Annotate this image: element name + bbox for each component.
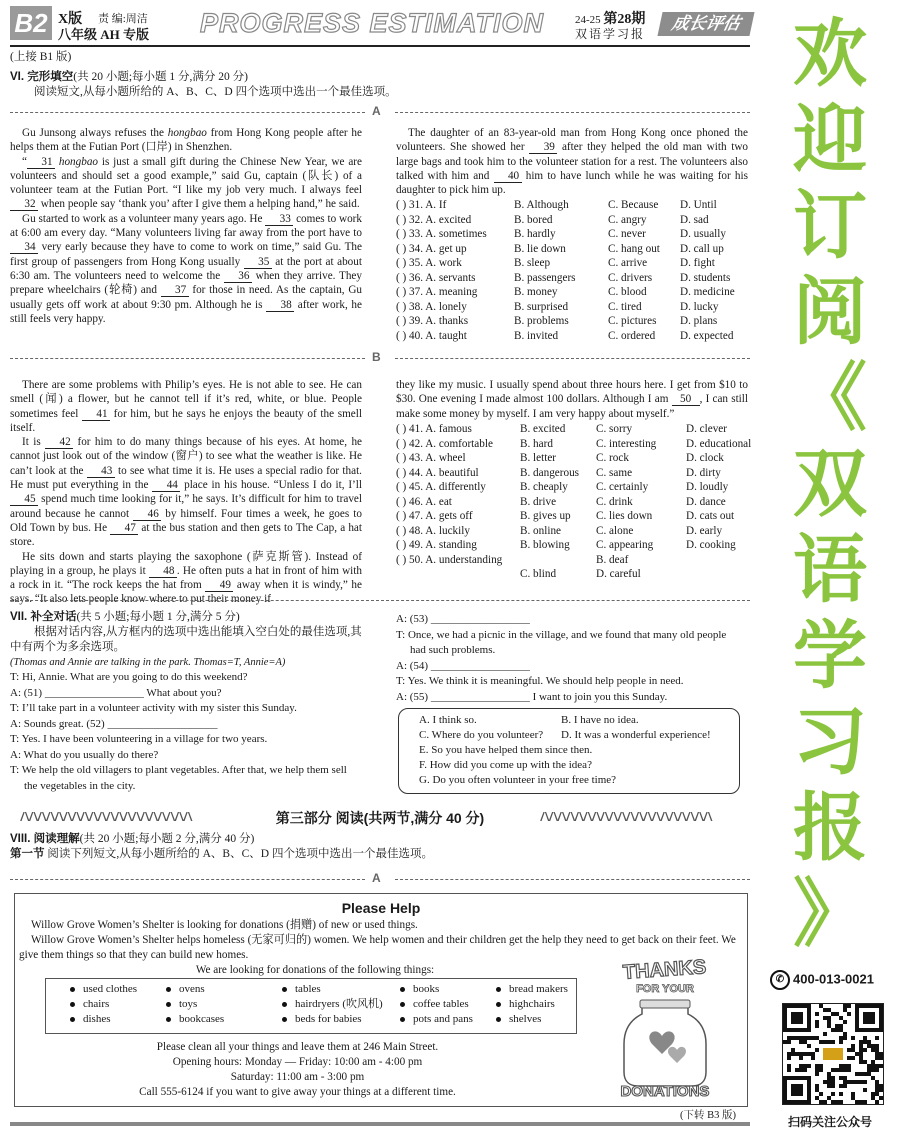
dialogue-choices-box <box>398 708 740 794</box>
option-row <box>396 300 750 315</box>
option-cell: ( ) 44. A. beautiful <box>396 466 479 479</box>
bullet-icon <box>70 1002 75 1007</box>
text-run: they like my music. I usually spend about three hours here. I get from $10 to $30. One evening I made almost 100 dollars. Although I am <box>396 379 748 406</box>
dialogue-line: A: (55) __________________ I want to join you this Sunday. <box>396 690 668 703</box>
option-cell: B. excited <box>520 423 566 435</box>
donation-item <box>282 1012 362 1027</box>
dialogue-line: A: (54) __________________ <box>396 659 530 672</box>
option-cell: B. sleep <box>514 257 551 269</box>
option-cell: C. blind <box>520 568 557 580</box>
dialogue-line: T: Hi, Annie. What are you going to do this weekend? <box>10 671 248 683</box>
continued-from: (上接 B1 版) <box>10 51 72 63</box>
bullet-icon <box>400 1002 405 1007</box>
scan-label: 扫码关注公众号 <box>787 1115 872 1129</box>
option-cell <box>396 567 520 582</box>
dialogue-right <box>396 612 751 705</box>
option-cell: C. angry <box>608 213 647 226</box>
editor-label: 责 编:周洁 <box>98 13 148 25</box>
text-run: at the port at about 6:30 am. The volunteers need to welcome the <box>10 255 362 282</box>
blank-34: 34 <box>10 241 38 254</box>
passage-a-left <box>10 126 362 326</box>
notice-title: Please Help <box>341 900 421 916</box>
text-run: for him, but he says he enjoys the beauty of the smell itself. <box>10 407 362 434</box>
option-row <box>396 451 750 466</box>
dialogue-line: A: Sounds great. (52) ____________________ <box>10 717 218 730</box>
text-run: comes to work at 6:00 am every day. “Many volunteers living far away from the port have to <box>10 212 362 240</box>
bullet-icon <box>166 1002 171 1007</box>
blank-39: 39 <box>529 141 557 154</box>
option-row <box>396 567 750 582</box>
blank-47: 47 <box>110 522 138 535</box>
option-cell: ( ) 39. A. thanks <box>396 315 469 327</box>
option-cell: D. expected <box>680 329 734 342</box>
text-run: Gu started to work as a volunteer many years ago. He <box>22 212 266 225</box>
text-run: place in his house. “Unless I do it, I’ll <box>180 479 362 492</box>
blank-44: 44 <box>152 479 180 492</box>
text-run: him to have lunch while he was waiting for his daughter to pick him up. <box>396 169 748 197</box>
option-cell: B. invited <box>514 329 559 342</box>
dialogue-line: A: What do you usually do there? <box>10 748 159 761</box>
dialogue-line: T: I’ll take part in a volunteer activity with my sister this Sunday. <box>10 702 297 714</box>
bullet-icon <box>282 1017 287 1022</box>
blank-35: 35 <box>244 256 272 269</box>
ad-char: 》 <box>793 871 867 957</box>
donation-item-label: highchairs <box>509 998 555 1010</box>
option-cell <box>686 567 750 582</box>
blank-49: 49 <box>205 579 233 592</box>
page-badge: B2 <box>10 6 52 40</box>
bullet-icon <box>70 987 75 992</box>
notice-p1: Willow Grove Women’s Shelter is looking for donations (捐赠) of new or used things. <box>31 919 418 931</box>
divider-a2: A <box>10 873 750 885</box>
option-cell: ( ) 46. A. eat <box>396 495 452 508</box>
donation-item <box>400 1012 473 1027</box>
text-run: is just a small gift during the Chinese New Year, we are volunteers and should set a good example,” said Gu, captain (队长) of a volunteer team at the Futian Port. “I like my job very much. I always feel <box>10 155 362 197</box>
blank-43: 43 <box>87 465 115 478</box>
text-run: to see what time it is. He uses a special radio for that. He must put everything in the <box>10 464 362 492</box>
donation-item <box>400 997 469 1012</box>
option-cell: ( ) 49. A. standing <box>396 539 477 551</box>
bullet-icon <box>400 987 405 992</box>
option-cell: D. loudly <box>686 481 729 493</box>
notice-p2: Willow Grove Women’s Shelter helps homeless (无家可归的) women. We help women and their children get the help they need to get back on their feet. We give them things so that they can build new homes. <box>19 934 736 961</box>
option-cell: C. arrive <box>608 257 648 269</box>
option-row <box>396 242 750 257</box>
option-cell: B. bored <box>514 213 553 226</box>
dialogue-left <box>10 670 365 794</box>
dialogue-line: T: Yes. I have been volunteering in a village for two years. <box>10 733 268 745</box>
choice-b: B. I have no idea. <box>561 714 639 726</box>
option-cell: B. online <box>520 524 562 537</box>
option-cell: D. call up <box>680 242 724 255</box>
options-a <box>396 198 750 343</box>
donation-item <box>282 982 321 997</box>
paragraph <box>396 126 748 197</box>
option-row <box>396 437 750 452</box>
option-cell: C. same <box>596 466 633 479</box>
paragraph <box>10 378 362 435</box>
text-run: There are some problems with Philip’s eyes. He is not able to see. He can smell (闻) a flower, but he cannot tell if it’s red, white, or blue. People sometimes feel <box>10 379 362 420</box>
ad-char: 学 <box>793 613 867 699</box>
ad-char: 订 <box>793 183 867 269</box>
option-cell <box>520 553 596 568</box>
donation-item-label: bread makers <box>509 983 568 995</box>
choice-f: F. How did you come up with the idea? <box>419 759 592 771</box>
donation-item <box>166 982 205 997</box>
text-run: “ <box>22 155 27 168</box>
ad-phone: ✆ 400-013-0021 <box>770 970 874 990</box>
donation-item <box>496 982 568 997</box>
option-cell: D. sad <box>680 213 709 226</box>
blank-38: 38 <box>266 299 294 312</box>
paragraph <box>10 126 362 155</box>
passage-a-right <box>396 126 748 197</box>
dialogue-line: the vegetables in the city. <box>24 779 136 792</box>
text-run: from Hong Kong people after he helps them at the Futian Port (口岸) in Shenzhen. <box>10 127 362 154</box>
option-cell: D. educational <box>686 437 752 450</box>
passage-b-right <box>396 378 748 421</box>
option-cell: C. rock <box>596 452 629 464</box>
text-run: after work, he still feels very happy. <box>10 298 362 325</box>
donation-item-label: toys <box>179 998 198 1010</box>
bullet-icon <box>166 1017 171 1022</box>
donation-item-label: books <box>413 983 440 995</box>
option-cell: C. interesting <box>596 437 657 450</box>
dialogue-line: T: Yes. We think it is meaningful. We should help people in need. <box>396 675 684 687</box>
bullet-icon <box>496 1002 501 1007</box>
option-cell: ( ) 32. A. excited <box>396 213 472 226</box>
bullet-icon <box>166 987 171 992</box>
option-cell: C. pictures <box>608 315 657 327</box>
text-run: after they helped the old man with two large bags and took him to the volunteer station for a rest. The volunteers also talked with him and <box>396 141 748 182</box>
option-row <box>396 213 750 228</box>
blank-42: 42 <box>45 436 73 449</box>
option-cell: C. drivers <box>608 271 653 284</box>
donation-item-label: pots and pans <box>413 1013 473 1025</box>
subscription-ad <box>760 0 900 1135</box>
option-row <box>396 256 750 271</box>
option-cell: D. medicine <box>680 286 735 298</box>
blank-40: 40 <box>494 170 522 183</box>
divider-b: B <box>10 352 750 364</box>
option-cell: B. hardly <box>514 228 556 240</box>
option-cell: D. dance <box>686 495 726 508</box>
option-cell: B. problems <box>514 315 569 327</box>
option-cell: D. students <box>680 271 731 284</box>
choice-d: D. It was a wonderful experience! <box>561 729 711 741</box>
art-thanks: THANKS <box>622 956 707 984</box>
divider-c <box>10 600 750 601</box>
donation-item-label: bookcases <box>179 1013 225 1025</box>
donation-item-label: beds for babies <box>295 1013 362 1025</box>
option-cell: C. sorry <box>596 423 633 435</box>
divider-a: A <box>10 106 750 118</box>
option-row <box>396 524 750 539</box>
option-cell: B. letter <box>520 452 557 464</box>
dialogue-line: A: (53) __________________ <box>396 613 530 625</box>
option-cell: C. never <box>608 228 646 240</box>
header-rule <box>10 45 750 47</box>
option-row <box>396 227 750 242</box>
text-run: The daughter of an 83-year-old man from Hong Kong once phoned the volunteers. She showed her <box>396 127 748 154</box>
option-cell: ( ) 34. A. get up <box>396 242 467 255</box>
option-cell: ( ) 37. A. meaning <box>396 286 478 298</box>
option-row <box>396 495 750 510</box>
donation-item-label: tables <box>295 983 321 995</box>
donation-item-label: shelves <box>509 1013 542 1025</box>
option-cell: D. Until <box>680 199 717 211</box>
blank-33: 33 <box>265 213 293 226</box>
option-cell: C. tired <box>608 300 642 313</box>
paragraph <box>10 155 362 212</box>
option-cell: C. Because <box>608 199 659 211</box>
edition-label: X版 <box>58 12 83 27</box>
option-cell: B. money <box>514 286 558 298</box>
blank-46: 46 <box>133 508 161 521</box>
blank-50: 50 <box>672 393 700 406</box>
ad-char: 《 <box>793 355 867 441</box>
blank-48: 48 <box>149 565 177 578</box>
option-cell: C. certainly <box>596 481 649 493</box>
option-cell: D. usually <box>680 228 726 240</box>
blank-32: 32 <box>10 198 38 211</box>
option-cell: ( ) 41. A. famous <box>396 423 472 435</box>
option-row <box>396 314 750 329</box>
paragraph <box>10 212 362 326</box>
paragraph <box>10 550 362 607</box>
option-row <box>396 509 750 524</box>
text-run: when they arrive. They prepare wheelchairs (轮椅) and <box>10 269 362 297</box>
bullet-icon <box>496 1017 501 1022</box>
option-cell: D. clever <box>686 423 727 435</box>
notice-box <box>14 893 748 1107</box>
bullet-icon <box>70 1017 75 1022</box>
page-header <box>10 6 750 44</box>
blank-31: 31 <box>27 156 55 169</box>
text-run: for those in need. As the captain, Gu usually gets off work at about 9:30 pm. Although he is <box>10 284 362 311</box>
text-run: very early because they have to come to work on time,” said Gu. The first group of passengers from Hong Kong usually <box>10 241 362 268</box>
donation-item-label: dishes <box>83 1013 111 1025</box>
option-cell: ( ) 38. A. lonely <box>396 300 467 313</box>
option-cell: D. lucky <box>680 300 719 313</box>
text-run: away when it is windy,” he says. “It also lets people know where to put their money if <box>10 579 362 606</box>
donation-item-label: used clothes <box>83 983 138 995</box>
option-cell: ( ) 36. A. servants <box>396 271 476 284</box>
art-donations: DONATIONS <box>620 1083 710 1099</box>
option-cell: D. dirty <box>686 466 721 479</box>
donation-item-label: coffee tables <box>413 998 469 1010</box>
notice-f4: Call 555-6124 if you want to give away your things at a different time. <box>139 1086 456 1098</box>
option-row <box>396 198 750 213</box>
donation-list <box>45 978 577 1034</box>
text-run: when people say ‘thank you’ after I give them a helping hand,” he said. <box>38 198 360 211</box>
donation-item <box>496 1012 541 1027</box>
notice-f3: Saturday: 11:00 am - 3:00 pm <box>230 1071 365 1083</box>
art-for-your: FOR YOUR <box>636 983 694 995</box>
dialogue-line: had such problems. <box>410 644 496 656</box>
donation-item <box>496 997 555 1012</box>
text-run: He sits down and starts playing the saxophone (萨克斯管). Instead of playing in a group, he plays it <box>10 550 362 577</box>
option-cell: D. cooking <box>686 539 736 551</box>
bullet-icon <box>400 1017 405 1022</box>
term-hongbao: hongbao <box>58 155 98 168</box>
blank-37: 37 <box>161 284 189 297</box>
option-cell: B. cheaply <box>520 481 568 493</box>
donation-item-label: hairdryers (吹风机) <box>295 998 383 1010</box>
notice-f1: Please clean all your things and leave them at 246 Main Street. <box>156 1041 439 1053</box>
option-cell: B. gives up <box>520 510 571 522</box>
section6-heading: VI. 完形填空(共 20 小题;每小题 1 分,满分 20 分) 阅读短文,从每小题所给的 A、B、C、D 四个选项中选出一个最佳选项。 <box>10 71 397 98</box>
zigzag-left: ᐱᐱᐱᐱᐱᐱᐱᐱᐱᐱᐱᐱᐱᐱᐱᐱᐱᐱᐱᐱ <box>20 812 192 822</box>
passage-b-left <box>10 378 362 607</box>
bullet-icon <box>496 987 501 992</box>
option-cell: ( ) 40. A. taught <box>396 329 467 342</box>
dialogue-line: T: We help the old villagers to plant vegetables. After that, we help them sell <box>10 764 347 776</box>
paper-name: 双语学习报 <box>575 27 646 41</box>
option-row <box>396 466 750 481</box>
option-row <box>396 538 750 553</box>
option-cell: D. careful <box>596 568 641 580</box>
text-run: at the bus station and then gets to The Cap, a hat store. <box>10 521 362 549</box>
donation-item <box>400 982 439 997</box>
dialogue-line: T: Once, we had a picnic in the village, and we found that many old people <box>396 628 727 641</box>
option-cell: ( ) 43. A. wheel <box>396 452 466 464</box>
ad-char: 阅 <box>793 269 867 355</box>
qr-code[interactable] <box>782 1003 884 1105</box>
text-run: It is <box>22 436 46 449</box>
thanks-jar-illustration <box>590 954 740 1099</box>
option-cell: ( ) 50. A. understanding <box>396 553 503 566</box>
option-cell: D. cats out <box>686 510 735 522</box>
blank-45: 45 <box>10 493 38 506</box>
text-run: Gu Junsong always refuses the <box>22 127 168 139</box>
bullet-icon <box>282 987 287 992</box>
option-cell: ( ) 42. A. comfortable <box>396 437 493 450</box>
ad-char: 欢 <box>793 11 867 97</box>
choice-c: C. Where do you volunteer? <box>419 729 544 741</box>
option-cell <box>686 553 750 568</box>
text-run: for him to do many things because of his eyes. At home, he cannot just look out of the window (窗户) to see what the weather is like. He can’t look at the <box>10 436 363 477</box>
donation-item-label: chairs <box>83 998 110 1010</box>
paragraph <box>396 378 748 421</box>
blank-41: 41 <box>82 408 110 421</box>
section8-heading: VIII. 阅读理解(共 20 小题;每小题 2 分,满分 40 分) 第一节 阅读下列短文,从每小题所给的 A、B、C、D 四个选项中选出一个最佳选项。 <box>10 833 433 860</box>
footer-bar <box>10 1122 750 1126</box>
option-row <box>396 422 750 437</box>
part3-title: 第三部分 阅读(共两节,满分 40 分) <box>275 810 485 826</box>
donation-item <box>70 1012 111 1027</box>
option-cell: D. early <box>686 524 723 537</box>
term-hongbao: hongbao <box>167 127 207 139</box>
zigzag-right: ᐱᐱᐱᐱᐱᐱᐱᐱᐱᐱᐱᐱᐱᐱᐱᐱᐱᐱᐱᐱ <box>540 812 712 822</box>
donation-item <box>70 982 137 997</box>
option-row <box>396 271 750 286</box>
option-cell: C. lies down <box>596 510 653 522</box>
option-cell: B. Although <box>514 199 569 211</box>
option-row <box>396 329 750 344</box>
option-cell: ( ) 33. A. sometimes <box>396 228 487 240</box>
donation-item <box>166 1012 224 1027</box>
options-b <box>396 422 750 582</box>
notice-f2: Opening hours: Monday — Friday: 10:00 am - 4:00 pm <box>172 1056 423 1068</box>
banner-title: PROGRESS ESTIMATION <box>200 8 545 38</box>
eval-label: 成长评估 <box>657 12 754 36</box>
dialogue-line: A: (51) __________________ What about you? <box>10 686 222 699</box>
donation-item-label: ovens <box>179 983 205 995</box>
option-cell: B. lie down <box>514 242 566 255</box>
donation-item <box>166 997 197 1012</box>
section7-heading: VII. 补全对话(共 5 小题;每小题 1 分,满分 5 分) 根据对话内容,从方框内的选项中选出能填入空白处的最佳选项,其中有两个为多余选项。 (Thomas and Annie are talking in the park. Thomas=T, Annie=A) <box>10 611 362 668</box>
option-cell: D. clock <box>686 452 724 464</box>
option-cell: C. ordered <box>608 329 656 342</box>
notice-p3: We are looking for donations of the following things: <box>195 964 435 976</box>
option-cell: C. blood <box>608 286 647 298</box>
option-cell: C. alone <box>596 524 634 537</box>
option-row <box>396 553 750 568</box>
paragraph <box>10 435 362 549</box>
ad-char: 报 <box>793 785 867 871</box>
donation-item <box>282 997 383 1012</box>
option-cell: B. surprised <box>514 300 569 313</box>
option-row <box>396 480 750 495</box>
ad-char: 双 <box>793 441 867 527</box>
blank-36: 36 <box>224 270 252 283</box>
option-cell: ( ) 35. A. work <box>396 257 462 269</box>
choice-a: A. I think so. <box>419 714 477 726</box>
option-cell: B. dangerous <box>520 466 580 479</box>
text-run: by himself. Four times a week, he goes to Old Town by bus. He <box>10 507 362 534</box>
option-row <box>396 285 750 300</box>
grade-label: 八年级 AH 专版 <box>58 27 150 42</box>
option-cell: D. fight <box>680 257 715 269</box>
option-cell: B. drive <box>520 495 557 508</box>
bullet-icon <box>282 1002 287 1007</box>
option-cell: C. drink <box>596 495 633 508</box>
option-cell: ( ) 31. A. If <box>396 199 447 211</box>
choice-g: G. Do you often volunteer in your free time? <box>419 774 617 786</box>
ad-char: 语 <box>793 527 867 613</box>
option-cell: ( ) 47. A. gets off <box>396 510 473 522</box>
option-cell: ( ) 48. A. luckily <box>396 524 470 537</box>
text-run: , I can still make some money by myself. I am very happy about myself.” <box>396 393 749 420</box>
text-run: . He often puts a hat in front of him with a rock in it. “The rock keeps the hat from <box>10 564 362 592</box>
option-cell: D. plans <box>680 315 718 327</box>
phone-icon: ✆ <box>770 970 790 990</box>
option-cell: B. blowing <box>520 539 570 551</box>
option-cell: B. deaf <box>596 553 629 566</box>
donation-item <box>70 997 109 1012</box>
ad-char: 习 <box>793 699 867 785</box>
option-cell: B. passengers <box>514 271 576 284</box>
continued-to: (下转 B3 版) <box>680 1110 736 1121</box>
option-cell: ( ) 45. A. differently <box>396 481 486 493</box>
text-run: spend much time looking for it,” he says. It’s difficult for him to travel around because he cannot <box>10 493 362 520</box>
option-cell: B. hard <box>520 437 553 450</box>
issue-label: 24-25 第28期 <box>575 12 646 27</box>
option-cell: C. appearing <box>596 539 654 551</box>
choice-e: E. So you have helped them since then. <box>419 744 593 756</box>
option-cell: C. hang out <box>608 242 660 255</box>
ad-char: 迎 <box>793 97 867 183</box>
